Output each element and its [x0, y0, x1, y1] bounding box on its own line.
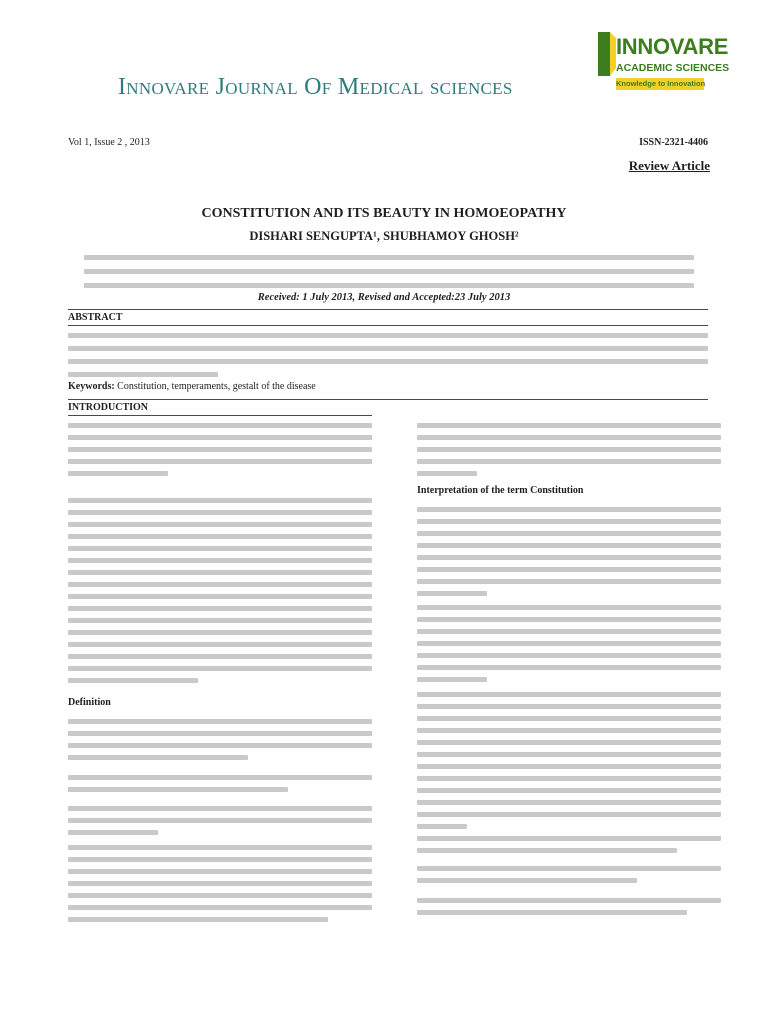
body-line	[68, 666, 372, 671]
body-line	[417, 752, 721, 757]
body-line	[68, 743, 372, 748]
body-line	[68, 881, 372, 886]
body-line	[68, 678, 198, 683]
journal-title: Innovare Journal Of Medical sciences	[118, 74, 513, 100]
body-line	[68, 787, 288, 792]
body-line	[68, 435, 372, 440]
keywords-label: Keywords:	[68, 381, 115, 392]
body-line	[417, 788, 721, 793]
body-line	[417, 459, 721, 464]
body-line	[417, 629, 721, 634]
body-line	[68, 447, 372, 452]
logo-mark-icon	[594, 28, 618, 80]
body-line	[68, 510, 372, 515]
body-line	[417, 653, 721, 658]
abstract-heading: ABSTRACT	[68, 312, 123, 323]
body-line	[68, 606, 372, 611]
body-line	[417, 555, 721, 560]
body-line	[417, 836, 721, 841]
body-line	[417, 910, 687, 915]
definition-heading: Definition	[68, 697, 111, 708]
body-line	[417, 728, 721, 733]
body-line	[68, 905, 372, 910]
body-line	[417, 423, 721, 428]
body-line	[68, 869, 372, 874]
body-line	[417, 617, 721, 622]
logo-wordmark: INNOVARE	[616, 34, 729, 59]
abstract-line	[68, 372, 218, 377]
article-title: CONSTITUTION AND ITS BEAUTY IN HOMOEOPATHY	[201, 206, 567, 221]
body-line	[417, 591, 487, 596]
abstract-line	[68, 333, 708, 338]
body-line	[68, 630, 372, 635]
logo-subtitle: ACADEMIC SCIENCES	[616, 62, 730, 74]
body-line	[417, 471, 477, 476]
body-line	[417, 812, 721, 817]
body-line	[417, 665, 721, 670]
body-line	[68, 755, 248, 760]
divider	[68, 325, 708, 326]
article-type: Review Article	[628, 158, 710, 173]
issue-meta-row	[68, 137, 708, 151]
interpretation-heading: Interpretation of the term Constitution	[417, 485, 584, 496]
body-line	[68, 719, 372, 724]
body-line	[68, 522, 372, 527]
body-line	[68, 423, 372, 428]
body-line	[68, 498, 372, 503]
affiliation-line	[84, 283, 694, 288]
body-line	[417, 677, 487, 682]
affiliation-line	[84, 255, 694, 260]
body-line	[68, 857, 372, 862]
body-line	[68, 570, 372, 575]
body-line	[68, 845, 372, 850]
body-line	[417, 704, 721, 709]
body-line	[68, 534, 372, 539]
abstract-line	[68, 346, 708, 351]
body-line	[68, 471, 168, 476]
body-line	[68, 654, 372, 659]
body-line	[417, 824, 467, 829]
body-line	[417, 579, 721, 584]
body-line	[417, 605, 721, 610]
body-line	[417, 776, 721, 781]
logo-tagline: Knowledge to Innovation	[616, 79, 706, 88]
body-line	[417, 866, 721, 871]
body-line	[417, 764, 721, 769]
divider	[68, 309, 708, 310]
body-line	[417, 435, 721, 440]
body-line	[68, 731, 372, 736]
body-line	[417, 716, 721, 721]
body-line	[68, 917, 328, 922]
divider	[68, 415, 372, 416]
body-line	[417, 507, 721, 512]
body-line	[417, 848, 677, 853]
body-line	[68, 830, 158, 835]
body-line	[68, 582, 372, 587]
body-line	[417, 692, 721, 697]
body-line	[68, 642, 372, 647]
body-line	[68, 806, 372, 811]
issn: ISSN-2321-4406	[639, 137, 708, 148]
introduction-heading: INTRODUCTION	[68, 402, 149, 413]
journal-masthead	[0, 0, 768, 120]
divider	[68, 399, 708, 400]
body-line	[417, 641, 721, 646]
body-line	[417, 531, 721, 536]
received-dates: Received: 1 July 2013, Revised and Accepted:23 July 2013	[257, 292, 511, 303]
affiliation-line	[84, 269, 694, 274]
body-line	[417, 519, 721, 524]
abstract-line	[68, 359, 708, 364]
body-line	[68, 546, 372, 551]
body-line	[417, 567, 721, 572]
body-line	[68, 818, 372, 823]
body-line	[417, 543, 721, 548]
body-line	[417, 898, 721, 903]
publisher-logo	[594, 28, 730, 108]
body-line	[417, 447, 721, 452]
body-line	[68, 618, 372, 623]
volume-issue: Vol 1, Issue 2 , 2013	[68, 137, 150, 148]
article-authors: DISHARI SENGUPTA¹, SHUBHAMOY GHOSH²	[249, 229, 519, 243]
body-line	[68, 558, 372, 563]
body-line	[417, 800, 721, 805]
keywords-value: Constitution, temperaments, gestalt of the disease	[117, 381, 316, 392]
body-line	[68, 775, 372, 780]
body-line	[417, 878, 637, 883]
keywords	[68, 381, 316, 392]
body-line	[417, 740, 721, 745]
body-line	[68, 893, 372, 898]
body-line	[68, 594, 372, 599]
body-line	[68, 459, 372, 464]
